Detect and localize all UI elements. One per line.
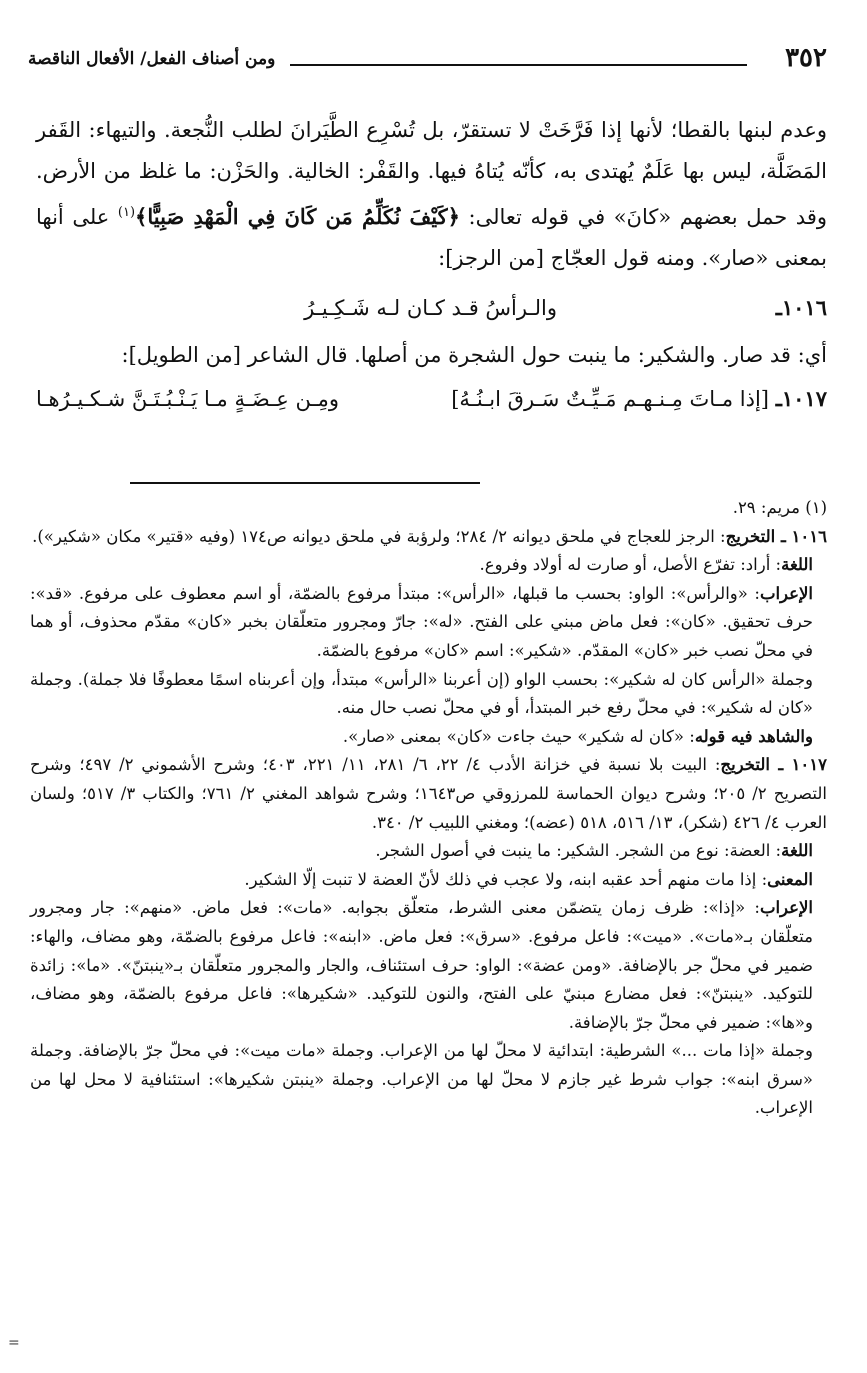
paragraph-1-text: وعدم لبنها بالقطا؛ لأنها إذا فَرَّخَتْ لا تستقرّ، بل تُسْرِع الطَّيَرانَ لطلب النُّجعة. والتيهاء: القَفر المَضَلَّة، ليس بها عَلَمٌ يُهتدى به، كأنّه يُتاهُ فيها. والقَفْر: الخالية. والحَزْن: ما غلظ من الأرض. وقد حمل بعضهم «كانَ» في قوله تعالى: bbox=[36, 118, 828, 229]
verse-text-1016: والـرأسُ قـد كـان لـه شَـكِـيـرُ bbox=[304, 296, 557, 320]
note-1016-lugha bbox=[30, 551, 827, 580]
main-paragraph-2: أي: قد صار. والشكير: ما ينبت حول الشجرة من أصلها. قال الشاعر [من الطويل]: bbox=[121, 343, 827, 367]
note-1016-takhrij bbox=[30, 523, 827, 552]
page-number: ٣٥٢ bbox=[785, 43, 827, 73]
note-1017-mana bbox=[30, 866, 827, 895]
note-label: المعنى bbox=[767, 869, 813, 889]
verse-1017-first-hemistich: [إذا مـاتَ مِـنـهـم مَـيِّـتٌ سَـرقَ ابـنُـهُ] bbox=[451, 387, 769, 411]
main-text bbox=[36, 110, 827, 420]
note-text: : العضة: نوع من الشجر. الشكير: ما ينبت في أصول الشجر. bbox=[375, 841, 782, 861]
note-1017-jumla: وجملة «إذا مات ...» الشرطية: ابتدائية لا محلّ لها من الإعراب. وجملة «مات ميت»: في محلّ جرّ بالإضافة. وجملة «سرق ابنه»: جواب شرط غير جازم لا محلّ لها من الإعراب. وجملة «ينبتن شكيرها»: استئنافية لا محل لها من الإعراب. bbox=[30, 1041, 813, 1118]
verse-1017 bbox=[36, 378, 827, 420]
note-text: : إذا مات منهم أحد عقبه ابنه، ولا عجب في ذلك لأنّ العضة لا تنبت إلّا الشكير. bbox=[244, 869, 768, 889]
note-text: : الرجز للعجاج في ملحق ديوانه ٢/ ٢٨٤؛ ولرؤبة في ملحق ديوانه ص١٧٤ (وفيه «قتير» مكان «شكير»). bbox=[32, 526, 726, 546]
note-1017-lugha bbox=[30, 837, 827, 866]
note-1016-jumla: وجملة «الرأس كان له شكير»: بحسب الواو (إن أعربنا «الرأس» مبتدأ، وإن أعربناه اسمًا معطوفًا فلا جملة). وجملة «كان له شكير»: في محلّ رفع خبر المبتدأ، أو في محلّ نصب حال منه. bbox=[30, 669, 813, 718]
quran-verse: ﴿كَيْفَ نُكَلِّمُ مَن كَانَ فِي الْمَهْدِ صَبِيًّا﴾ bbox=[135, 204, 460, 229]
note-1016-shahid bbox=[30, 723, 827, 752]
page-header bbox=[28, 40, 827, 80]
note-text: : أراد: تفرّع الأصل، أو صارت له أولاد وفروع. bbox=[479, 555, 782, 575]
note-text: : «كان له شكير» حيث جاءت «كان» بمعنى «صار». bbox=[342, 726, 695, 746]
note-label: الإعراب bbox=[759, 898, 813, 918]
running-title: ومن أصناف الفعل/ الأفعال الناقصة bbox=[28, 49, 276, 69]
main-paragraph-1 bbox=[36, 110, 827, 279]
note-1017-takhrij bbox=[30, 751, 827, 837]
footnote-ref: (١) bbox=[117, 205, 136, 220]
verse-1017-second-hemistich: ومِـن عِـضَـةٍ مـا يَـنْـبُـتَـنَّ شـكـيـرُهـا bbox=[36, 387, 339, 411]
margin-mark: = bbox=[8, 1335, 20, 1351]
note-text: : «إذا»: ظرف زمان يتضمّن معنى الشرط، متعلّق بجوابه. «مات»: فعل ماض. «منهم»: جار ومجرور متعلّقان بـ«مات». «ميت»: فاعل مرفوع. «سرق»: فعل ماض. «ابنه»: فاعل مرفوع بالضمّة، وهو مضاف، والهاء: ضمير في محلّ جر بالإضافة. «ومن عضة»: الواو: حرف استئناف، والجار والمجرور متعلّقان بـ«ينبتنّ». «ما»: زائدة للتوكيد. «ينبتنّ»: فعل مضارع مبنيّ على الفتح، والنون للتوكيد. «شكيرها»: فاعل مرفوع بالضمّة، وهو مضاف، و«ها»: ضمير في محلّ جرّ بالإضافة. bbox=[30, 898, 813, 1032]
note-label: ١٠١٦ ـ التخريج bbox=[725, 526, 827, 546]
note-1017-irab bbox=[30, 894, 827, 1037]
header-rule bbox=[290, 64, 747, 66]
note-text: : البيت بلا نسبة في خزانة الأدب ٤/ ٢٢، ٦/ ٢٨١، ١١/ ٢٢١، ٤٠٣؛ وشرح الأشموني ٢/ ٤٩٧؛ وشرح التصريح ٢/ ٢٠٥؛ وشرح ديوان الحماسة للمرزوقي ص١٦٤٣؛ وشرح شواهد المغني ٢/ ٧٦١؛ والكتاب ٣/ ٥١٧؛ ولسان العرب ٤/ ٤٢٦ (شكر)، ١٣/ ٥١٦، ٥١٨ (عضه)؛ ومغني اللبيب ٢/ ٣٤٠. bbox=[30, 755, 827, 832]
note-label: الإعراب bbox=[759, 583, 813, 603]
verse-number-1017: ١٠١٧ـ bbox=[775, 386, 827, 411]
paragraph-1-end: على أنها بمعنى «صار». ومنه قول العجّاج [من الرجز]: bbox=[36, 205, 827, 270]
note-text: : «والرأس»: الواو: بحسب ما قبلها، «الرأس»: مبتدأ مرفوع بالضمّة، أو اسم معطوف على مرفوع. «قد»: حرف تحقيق. «كان»: فعل ماض مبني على الفتح. «له»: جارّ ومجرور متعلّقان بخبر «كان» مقدّم محذوف، أو هما في محلّ نصب خبر «كان» المقدّم. «شكير»: اسم «كان» مرفوع بالضمّة. bbox=[30, 583, 813, 660]
note-label: ١٠١٧ ـ التخريج bbox=[720, 755, 827, 775]
note-label: اللغة bbox=[781, 841, 813, 861]
note-label: والشاهد فيه قوله bbox=[694, 726, 813, 746]
verse-1016 bbox=[36, 287, 827, 329]
footnotes bbox=[30, 494, 827, 1123]
footnote-1: (١) مريم: ٢٩. bbox=[732, 498, 827, 517]
footnote-divider bbox=[130, 482, 480, 484]
verse-number-1016: ١٠١٦ـ bbox=[775, 295, 827, 320]
note-label: اللغة bbox=[781, 555, 813, 575]
note-1016-irab bbox=[30, 580, 827, 666]
